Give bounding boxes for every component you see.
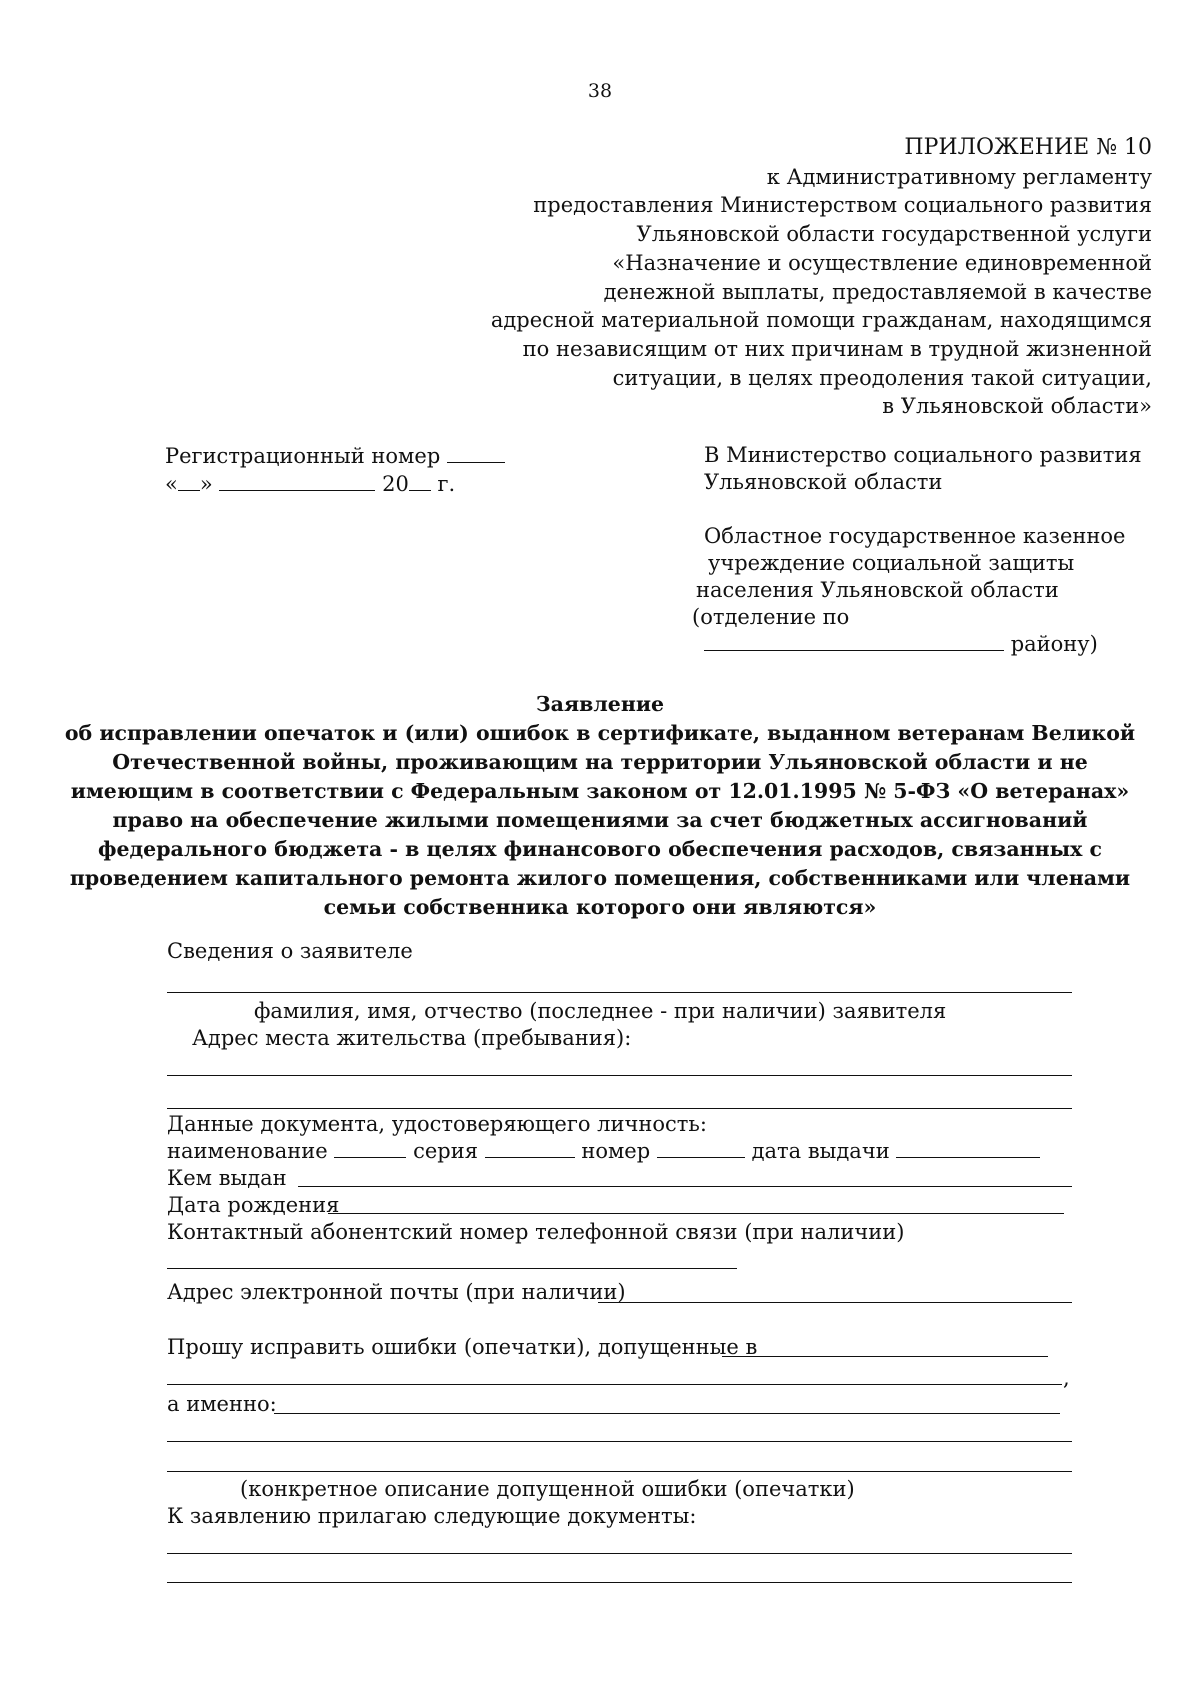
applicant-info-label: Сведения о заявителе (167, 939, 413, 963)
request-document-field-continued[interactable] (167, 1384, 1062, 1385)
statement-line: семьи собственника которого они являются» (323, 895, 877, 919)
addressee-line: Областное государственное казенное (704, 524, 1126, 548)
namely-label: а именно: (167, 1392, 277, 1416)
registration-month-field[interactable] (219, 472, 375, 491)
close-quote: » (199, 472, 213, 496)
email-label: Адрес электронной почты (при наличии) (167, 1280, 626, 1304)
appendix-line: по независящим от них причинам в трудной жизненной (522, 336, 1152, 361)
appendix-line: предоставления Министерством социального развития (533, 193, 1152, 218)
addressee-line: учреждение социальной защиты (708, 551, 1075, 575)
registration-day-field[interactable] (178, 472, 200, 491)
registration-year-field[interactable] (409, 472, 431, 491)
doc-issue-date-field[interactable] (896, 1139, 1040, 1158)
namely-field-line-2[interactable] (167, 1441, 1072, 1442)
addressee-block (692, 442, 1142, 658)
page-number: 38 (587, 80, 613, 102)
statement-line: право на обеспечение жилыми помещениями за счет бюджетных ассигнований (112, 808, 1088, 832)
statement-line: об исправлении опечаток и (или) ошибок в сертификате, выданном ветеранам Великой (64, 721, 1136, 745)
doc-series-field[interactable] (485, 1139, 575, 1158)
registration-block (165, 442, 505, 498)
district-field[interactable] (704, 632, 1004, 651)
attachments-field-line-1[interactable] (167, 1553, 1072, 1554)
statement-title-block (0, 690, 1200, 922)
trailing-comma: , (1063, 1366, 1070, 1390)
statement-line: федерального бюджета - в целях финансового обеспечения расходов, связанных с (97, 837, 1103, 861)
id-document-label: Данные документа, удостоверяющего личность: (167, 1112, 707, 1136)
district-suffix: району) (1010, 632, 1098, 656)
statement-line: проведением капитального ремонта жилого помещения, собственниками или членами (69, 866, 1131, 890)
birth-date-label: Дата рождения (167, 1193, 340, 1217)
open-quote: « (165, 472, 178, 496)
address-field-line-2[interactable] (167, 1108, 1072, 1109)
address-label: Адрес места жительства (пребывания): (192, 1026, 632, 1050)
issued-by-label: Кем выдан (167, 1166, 287, 1190)
doc-issue-date-label: дата выдачи (751, 1139, 890, 1163)
statement-title: Заявление (535, 692, 665, 716)
phone-label: Контактный абонентский номер телефонной связи (при наличии) (167, 1220, 905, 1244)
appendix-line: к Административному регламенту (766, 164, 1152, 189)
request-document-field[interactable] (722, 1356, 1048, 1357)
appendix-line: «Назначение и осуществление единовременной (612, 250, 1152, 275)
error-caption: (конкретное описание допущенной ошибки (опечатки) (240, 1477, 855, 1501)
id-document-row (167, 1138, 1040, 1164)
email-field[interactable] (598, 1302, 1072, 1303)
appendix-title: ПРИЛОЖЕНИЕ № 10 (904, 135, 1152, 160)
statement-line: имеющим в соответствии с Федеральным законом от 12.01.1995 № 5-ФЗ «О ветеранах» (70, 779, 1130, 803)
year-suffix: г. (437, 472, 456, 496)
namely-field-line-1[interactable] (274, 1413, 1060, 1414)
fio-field[interactable] (167, 992, 1072, 993)
registration-number-label: Регистрационный номер (165, 444, 441, 468)
fio-caption: фамилия, имя, отчество (последнее - при наличии) заявителя (254, 999, 947, 1023)
appendix-line: Ульяновской области государственной услуги (636, 222, 1152, 247)
birth-date-field[interactable] (328, 1213, 1064, 1214)
appendix-line: адресной материальной помощи гражданам, находящимся (490, 308, 1152, 333)
request-label: Прошу исправить ошибки (опечатки), допущенные в (167, 1335, 758, 1359)
phone-field[interactable] (167, 1268, 737, 1269)
attachments-label: К заявлению прилагаю следующие документы: (167, 1504, 697, 1528)
year-prefix: 20 (382, 472, 409, 496)
doc-series-label: серия (413, 1139, 478, 1163)
attachments-field-line-2[interactable] (167, 1582, 1072, 1583)
addressee-line: (отделение по (692, 605, 850, 629)
address-field-line-1[interactable] (167, 1075, 1072, 1076)
addressee-line: В Министерство социального развития (704, 443, 1142, 467)
appendix-line: ситуации, в целях преодоления такой ситуации, (612, 365, 1152, 390)
addressee-line: населения Ульяновской области (696, 578, 1059, 602)
appendix-header (491, 134, 1152, 421)
issued-by-field[interactable] (298, 1186, 1072, 1187)
doc-number-field[interactable] (657, 1139, 745, 1158)
statement-line: Отечественной войны, проживающим на территории Ульяновской области и не (112, 750, 1088, 774)
namely-field-line-3[interactable] (167, 1471, 1072, 1472)
addressee-line: Ульяновской области (704, 470, 943, 494)
doc-name-label: наименование (167, 1139, 328, 1163)
doc-name-field[interactable] (334, 1139, 406, 1158)
appendix-line: денежной выплаты, предоставляемой в качестве (603, 279, 1152, 304)
appendix-line: в Ульяновской области» (882, 394, 1152, 419)
doc-number-label: номер (581, 1139, 651, 1163)
registration-number-field[interactable] (447, 444, 505, 463)
